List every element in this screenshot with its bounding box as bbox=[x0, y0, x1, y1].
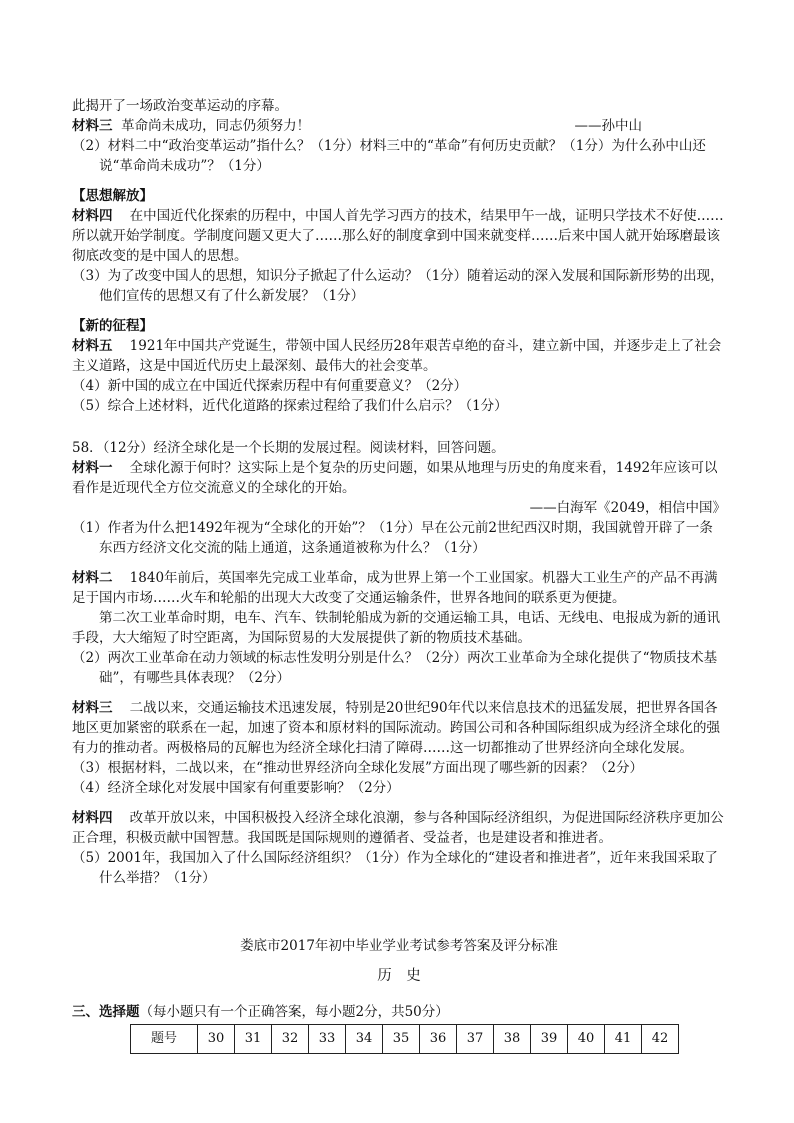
material-text: 全球化源于何时？这实际上是个复杂的历史问题，如果从地理与历史的角度来看，1492年应该可以看作是近现代全方位交流意义的全球化的开始。 bbox=[72, 460, 718, 496]
material-3-row bbox=[72, 116, 726, 136]
section-heading-thought: 【思想解放】 bbox=[72, 188, 153, 204]
answer-table-header: 题号 bbox=[131, 1025, 198, 1054]
material-label: 材料一 bbox=[72, 460, 113, 476]
material-text: 革命尚未成功，同志仍须努力！ bbox=[121, 118, 311, 134]
answer-table-number: 34 bbox=[346, 1025, 383, 1054]
material-label: 材料二 bbox=[72, 570, 113, 586]
material-text: 1840年前后，英国率先完成工业革命，成为世界上第一个工业国家。机器大工业生产的产品不再满足于国内市场……火车和轮船的出现大大改变了交通运输条件，世界各地间的联系更为便捷。 bbox=[72, 570, 718, 606]
section-heading-journey: 【新的征程】 bbox=[72, 318, 153, 334]
answer-table-number: 42 bbox=[642, 1025, 679, 1054]
question-58-2: （2）两次工业革命在动力领域的标志性发明分别是什么？（2分）两次工业革命为全球化提供了“物质技术基础”，有哪些具体表现？（2分） bbox=[72, 650, 718, 686]
question-58-heading: 58．（12分）经济全球化是一个长期的发展过程。阅读材料，回答问题。 bbox=[72, 440, 505, 456]
material-source: ——孙中山 bbox=[574, 118, 642, 134]
answer-table bbox=[130, 1024, 679, 1054]
answer-table-number: 31 bbox=[235, 1025, 272, 1054]
exam-page bbox=[72, 96, 726, 1054]
section-3-label: 三、选择题 bbox=[72, 1004, 140, 1020]
section-3-heading bbox=[72, 1002, 726, 1022]
material-label: 材料四 bbox=[72, 810, 113, 826]
material-label: 材料三 bbox=[72, 700, 113, 716]
material-label: 材料三 bbox=[72, 118, 113, 134]
answer-table-number: 32 bbox=[272, 1025, 309, 1054]
material-text: 第二次工业革命时期，电车、汽车、铁制轮船成为新的交通运输工具，电话、无线电、电报成为新的通讯手段，大大缩短了时空距离，为国际贸易的大发展提供了新的物质技术基础。 bbox=[72, 610, 720, 646]
answer-table-number: 35 bbox=[383, 1025, 420, 1054]
material-text: 在中国近代化探索的历程中，中国人首先学习西方的技术，结果甲午一战，证明只学技术不好使……所以就开始学制度。学制度问题又更大了……那么好的制度拿到中国来就变样……后来中国人就开始琢磨最该彻底改变的是中国人的思想。 bbox=[72, 208, 724, 264]
question-3: （3）为了改变中国人的思想，知识分子掀起了什么运动？（1分）随着运动的深入发展和国际新形势的出现，他们宣传的思想又有了什么新发展？（1分） bbox=[72, 268, 724, 304]
material-label: 材料五 bbox=[72, 338, 113, 354]
material-text: 二战以来，交通运输技术迅速发展，特别是20世纪90年代以来信息技术的迅猛发展，把世界各国各地区更加紧密的联系在一起，加速了资本和原材料的国际流动。跨国公司和各种国际组织成为经济全球化的强有力的推动者。两极格局的瓦解也为经济全球化扫清了障碍……这一切都推动了世界经济向全球化发展。 bbox=[72, 700, 720, 756]
answer-table-number: 30 bbox=[198, 1025, 235, 1054]
material-text: 1921年中国共产党诞生，带领中国人民经历28年艰苦卓绝的奋斗，建立新中国，并逐步走上了社会主义道路，这是中国近代历史上最深刻、最伟大的社会变革。 bbox=[72, 338, 722, 374]
answer-table-number: 40 bbox=[568, 1025, 605, 1054]
answer-table-number: 33 bbox=[309, 1025, 346, 1054]
question-58-4: （4）经济全球化对发展中国家有何重要影响？（2分） bbox=[72, 780, 400, 796]
section-3-note: （每小题只有一个正确答案，每小题2分，共50分） bbox=[139, 1004, 449, 1020]
text-line: 此揭开了一场政治变革运动的序幕。 bbox=[72, 98, 288, 114]
material-text: 改革开放以来，中国积极投入经济全球化浪潮，参与各种国际经济组织，为促进国际经济秩序更加公正合理，积极贡献中国智慧。我国既是国际规则的遵循者、受益者，也是建设者和推进者。 bbox=[72, 810, 724, 846]
answer-table-number: 38 bbox=[494, 1025, 531, 1054]
answer-key-title: 娄底市2017年初中毕业学业考试参考答案及评分标准 bbox=[240, 938, 558, 954]
answer-table-number: 36 bbox=[420, 1025, 457, 1054]
answer-key-subject: 历 史 bbox=[377, 968, 421, 984]
question-58-5: （5）2001年，我国加入了什么国际经济组织？（1分）作为全球化的“建设者和推进者”，近年来我国采取了什么举措？（1分） bbox=[72, 850, 718, 886]
question-2: （2）材料二中“政治变革运动”指什么？（1分）材料三中的“革命”有何历史贡献？（1分）为什么孙中山还说“革命尚未成功”？（1分） bbox=[72, 138, 706, 174]
material-source: ——白海军《2049，相信中国》 bbox=[529, 500, 726, 516]
answer-table-number: 39 bbox=[531, 1025, 568, 1054]
answer-table-number: 41 bbox=[605, 1025, 642, 1054]
material-label: 材料四 bbox=[72, 208, 113, 224]
question-5: （5）综合上述材料，近代化道路的探索过程给了我们什么启示？（1分） bbox=[72, 398, 508, 414]
question-4: （4）新中国的成立在中国近代探索历程中有何重要意义？（2分） bbox=[72, 378, 468, 394]
answer-table-number: 37 bbox=[457, 1025, 494, 1054]
question-58-1: （1）作者为什么把1492年视为“全球化的开始”？（1分）早在公元前2世纪西汉时期，我国就曾开辟了一条东西方经济文化交流的陆上通道，这条通道被称为什么？（1分） bbox=[72, 520, 713, 556]
question-58-3: （3）根据材料，二战以来，在“推动世界经济向全球化发展”方面出现了哪些新的因素？（2分） bbox=[72, 760, 643, 776]
